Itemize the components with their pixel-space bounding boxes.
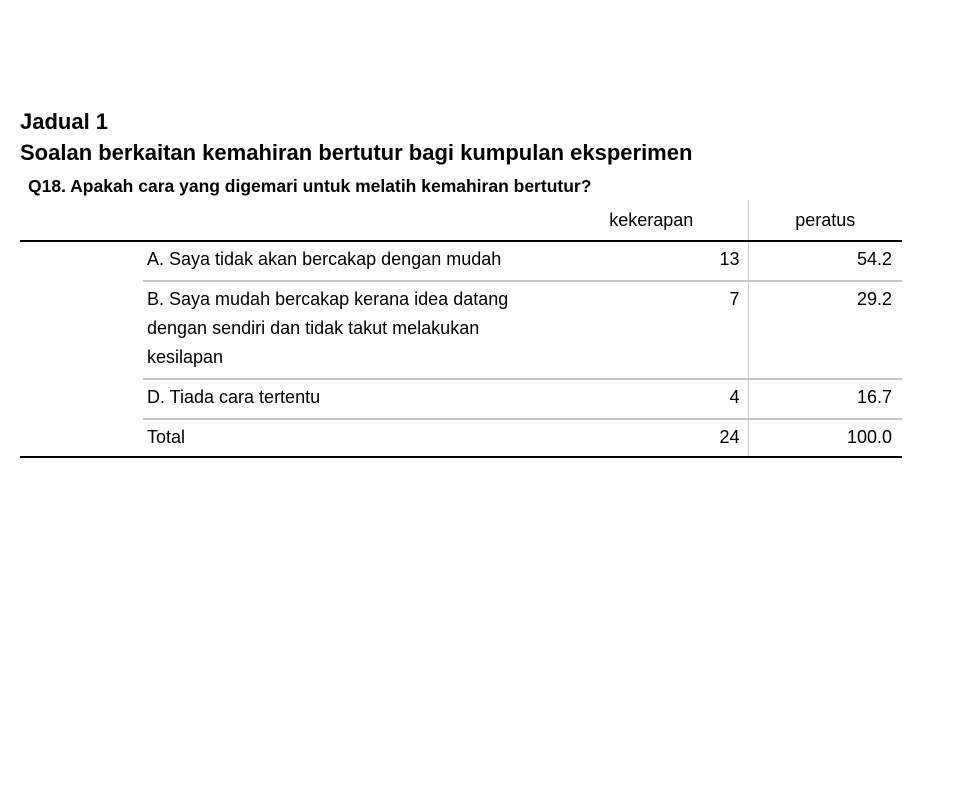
row-frequency: 7 [555, 281, 748, 379]
row-percent: 16.7 [748, 379, 902, 419]
table-header-row [20, 200, 902, 241]
row-blank-cell [20, 241, 143, 281]
header-label-cell [143, 200, 555, 241]
table-row [20, 379, 902, 419]
table-row [20, 281, 902, 379]
row-percent: 54.2 [748, 241, 902, 281]
table-caption: Soalan berkaitan kemahiran bertutur bagi kumpulan eksperimen [20, 140, 693, 165]
question-text: Q18. Apakah cara yang digemari untuk melatih kemahiran bertutur? [28, 176, 592, 196]
row-label: A. Saya tidak akan bercakap dengan mudah [143, 241, 555, 281]
frequency-table [20, 200, 902, 458]
total-frequency: 24 [555, 419, 748, 457]
table-total-row [20, 419, 902, 457]
row-frequency: 4 [555, 379, 748, 419]
total-percent: 100.0 [748, 419, 902, 457]
header-blank-cell [20, 200, 143, 241]
header-frequency: kekerapan [555, 200, 748, 241]
table-number: Jadual 1 [20, 109, 109, 134]
table-row [20, 241, 902, 281]
row-label: D. Tiada cara tertentu [143, 379, 555, 419]
row-blank-cell [20, 281, 143, 379]
header-percent: peratus [748, 200, 902, 241]
row-frequency: 13 [555, 241, 748, 281]
total-label: Total [143, 419, 555, 457]
row-percent: 29.2 [748, 281, 902, 379]
row-label: B. Saya mudah bercakap kerana idea datang dengan sendiri dan tidak takut melakukan kesilapan [143, 281, 555, 379]
total-blank-cell [20, 419, 143, 457]
row-blank-cell [20, 379, 143, 419]
